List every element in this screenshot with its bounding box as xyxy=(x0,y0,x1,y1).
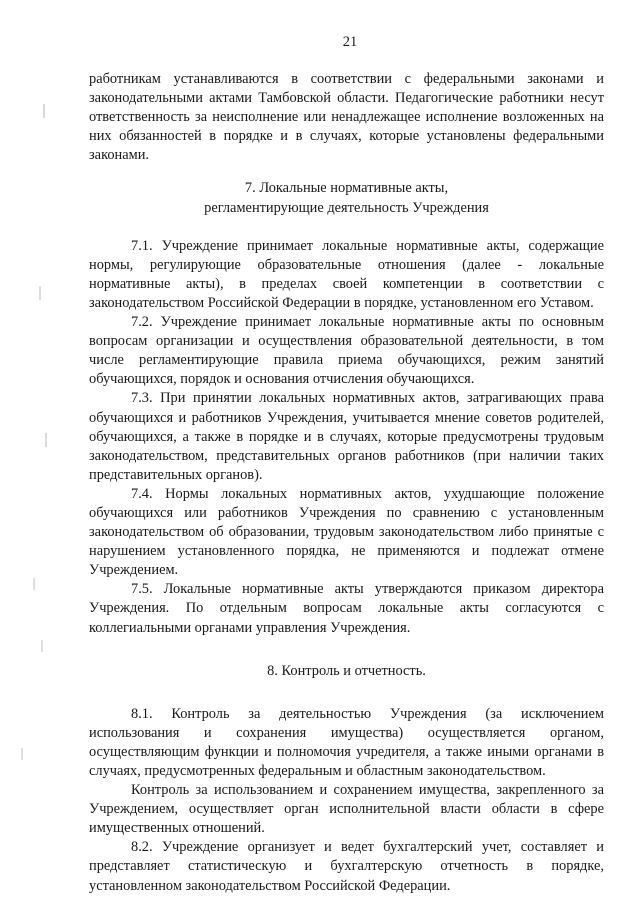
section-7-title-line-2: регламентирующие деятельность Учреждения xyxy=(204,199,489,216)
intro-paragraph: работникам устанавливаются в соответствии с федеральными законами и законодательными актами Тамбовской области. Педагогические работники несут ответственность за неисполнение или ненадлежащее исполнение возложенных на них обязанностей в порядке и в случаях, которые установлены федеральными законами. xyxy=(89,71,604,164)
section-7-title-line-1: 7. Локальные нормативные акты, xyxy=(244,180,449,197)
clause-7-2: 7.2. Учреждение принимает локальные нормативные акты по основным вопросам организации и осуществления образовательной деятельности, в том числе регламентирующие правила приема обучающихся, режим занятий обучающихся, порядок и основания отчисления обучающихся. xyxy=(89,314,604,388)
clause-8-2: 8.2. Учреждение организует и ведет бухгалтерский учет, составляет и представляет статистическую и бухгалтерскую отчетность в порядке, установленном законодательством Российской Федерации. xyxy=(89,839,604,894)
clause-7-1: 7.1. Учреждение принимает локальные нормативные акты, содержащие нормы, регулирующие образовательные отношения (далее - локальные нормативные акты), в пределах своей компетенции в соответствии с законодательством Российской Федерации в порядке, установленном его Уставом. xyxy=(89,237,604,311)
clause-7-4: 7.4. Нормы локальных нормативных актов, ухудшающие положение обучающихся или работников Учреждения по сравнению с установленным законодательством об образовании, трудовым законодательством либо принятые с нарушением установленного порядка, не применяются и подлежат отмене Учреждением. xyxy=(89,485,604,579)
section-8-title: 8. Контроль и отчетность. xyxy=(267,662,426,679)
clause-8-1: 8.1. Контроль за деятельностью Учреждения (за исключением использования и сохранения имущества) осуществляется органом, осуществляющим функции и полномочия учредителя, а также иными органами в случаях, предусмотренных федеральным и областным законодательством. xyxy=(89,705,604,779)
property-control-paragraph: Контроль за использованием и сохранением имущества, закрепленного за Учреждением, осуществляет орган исполнительной власти области в сфере имущественных отношений. xyxy=(89,782,604,837)
clause-7-3: 7.3. При принятии локальных нормативных актов, затрагивающих права обучающихся и работников Учреждения, учитывается мнение советов родителей, обучающихся, а также в порядке и в случаях, которые предусмотрены трудовым законодательством, представительных органов работников (при наличии таких представительных органов). xyxy=(89,390,604,483)
page-number: 21 xyxy=(342,34,358,50)
clause-7-5: 7.5. Локальные нормативные акты утверждаются приказом директора Учреждения. По отдельным вопросам локальные акты согласуются с коллегиальными органами управления Учреждения. xyxy=(89,581,604,636)
document-body xyxy=(89,70,604,896)
